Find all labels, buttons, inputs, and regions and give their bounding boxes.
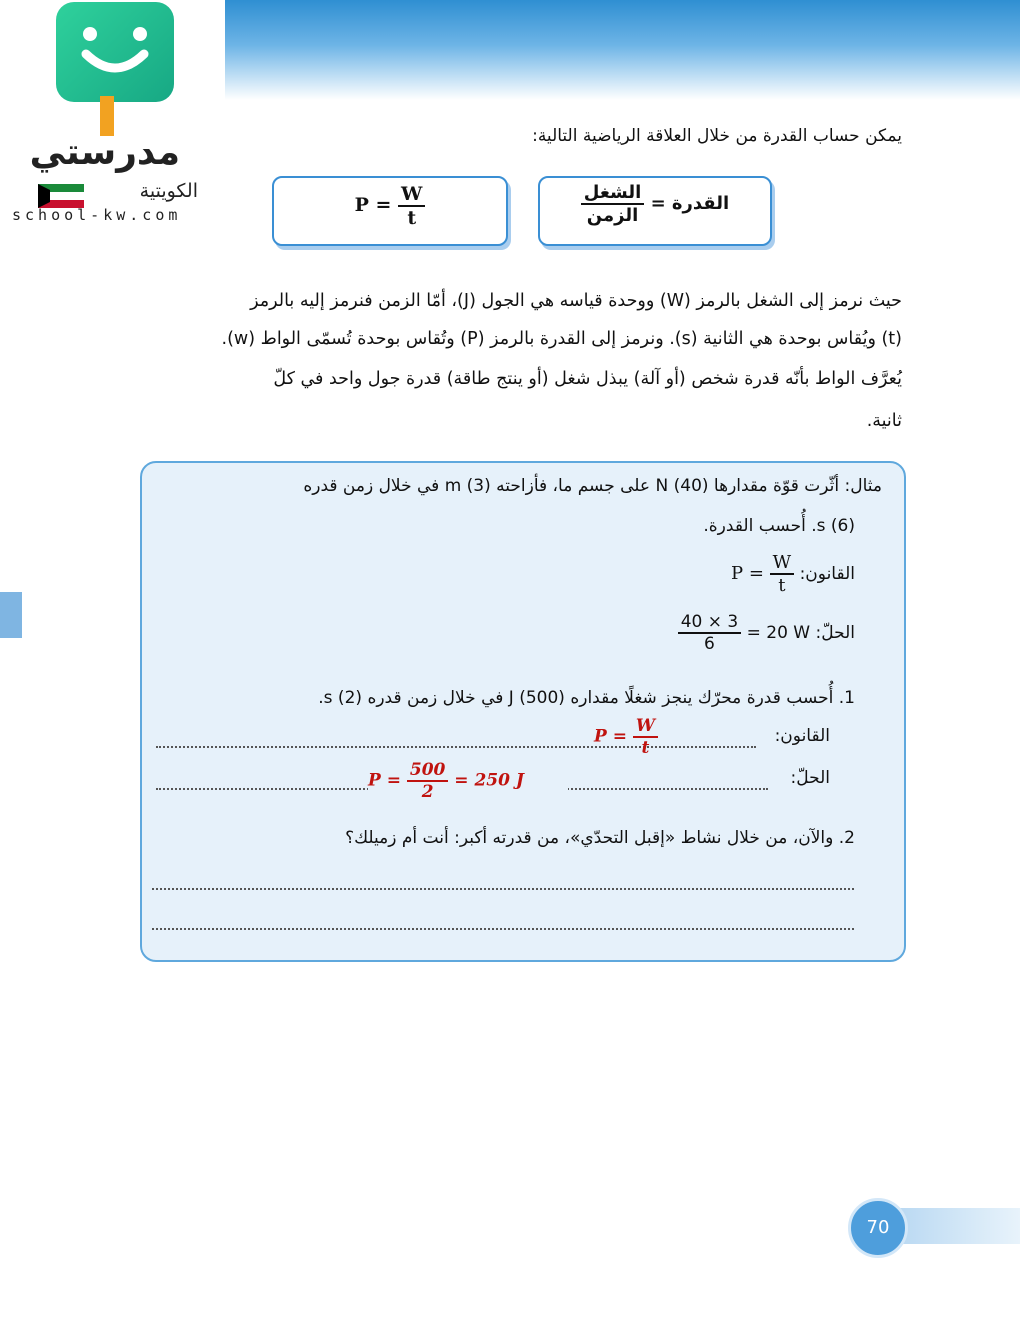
example-line-1: مثال: أثّرت قوّة مقدارها (40) N على جسم ما، فأزاحته (3) m في خلال زمن قدره — [303, 476, 882, 496]
intro-text: يمكن حساب القدرة من خلال العلاقة الرياضية التالية: — [532, 126, 902, 146]
q1-solution-denominator: 2 — [421, 782, 434, 802]
kuwait-flag-icon — [38, 184, 84, 208]
formula-arabic-denominator: الزمن — [586, 205, 639, 226]
formula-symbolic-lhs: P = — [354, 194, 392, 216]
paragraph-line-4: ثانية. — [866, 411, 902, 431]
q1-solution-numerator: 500 — [407, 760, 449, 782]
example-law-row — [555, 552, 855, 604]
q1-law-label: القانون: — [774, 726, 830, 746]
q1-solution-lhs: P = — [368, 770, 401, 791]
example-solution-result: = 20 W — [746, 623, 811, 643]
example-law-denominator: t — [778, 575, 786, 596]
q2-answer-line-2[interactable] — [152, 928, 854, 930]
q1-solution-label: الحلّ: — [790, 768, 830, 788]
q1-solution-result: = 250 J — [454, 770, 524, 791]
question-2: 2. والآن، من خلال نشاط «إقبل التحدّي»، من قدرته أكبر: أنت أم زميلك؟ — [345, 828, 855, 848]
example-line-2: (6) s. أُحسب القدرة. — [703, 516, 855, 536]
header-band — [225, 0, 1020, 100]
paragraph-line-2: (t) ويُقاس بوحدة هي الثانية (s). ونرمز إلى القدرة بالرمز (P) وتُقاس بوحدة تُسمّى الواط (w). — [221, 329, 902, 349]
formula-symbolic-box — [272, 176, 508, 246]
paragraph-line-3: يُعرَّف الواط بأنّه قدرة شخص (أو آلة) يبذل شغل (أو ينتج طاقة) قدرة جول واحد في كلّ — [273, 369, 902, 389]
logo-url: school-kw.com — [12, 206, 182, 224]
example-solution-denominator: 6 — [704, 634, 715, 654]
logo-subtitle: الكويتية — [139, 180, 198, 202]
q1-law-lhs: P = — [594, 726, 627, 747]
q1-law-fraction — [633, 716, 658, 758]
q1-solution-fraction — [407, 760, 449, 802]
formula-arabic-lhs: القدرة = — [650, 193, 730, 214]
formula-arabic-fraction — [581, 182, 644, 226]
example-solution-numerator: 40 × 3 — [678, 612, 742, 634]
logo-icon — [56, 2, 174, 102]
q1-law-denominator: t — [641, 738, 650, 758]
question-1: 1. أُحسب قدرة محرّك ينجز شغلًا مقداره (500) J في خلال زمن قدره (2) s. — [318, 688, 855, 708]
example-law-numerator: W — [770, 552, 795, 575]
example-box — [140, 461, 906, 962]
example-solution-row — [555, 612, 855, 666]
example-solution-label: الحلّ: — [815, 623, 855, 643]
formula-symbolic-numerator: W — [398, 183, 425, 207]
example-law-lhs: P = — [731, 563, 764, 584]
paragraph-line-1: حيث نرمز إلى الشغل بالرمز (W) ووحدة قياسه هي الجول (J)، أمّا الزمن فنرمز إليه بالرمز — [250, 291, 902, 311]
q2-answer-line-1[interactable] — [152, 888, 854, 890]
q1-law-numerator: W — [633, 716, 658, 738]
q1-law-answer — [594, 716, 674, 772]
example-law-label: القانون: — [799, 564, 855, 584]
q1-solution-answer — [368, 760, 568, 816]
example-law-fraction — [770, 552, 795, 596]
logo-name: مدرستي — [29, 132, 180, 173]
example-solution-fraction — [678, 612, 742, 654]
formula-arabic-box — [538, 176, 772, 246]
formula-symbolic-fraction — [398, 183, 425, 229]
formula-symbolic-denominator: t — [407, 207, 417, 229]
side-tab — [0, 592, 22, 638]
formula-arabic-numerator: الشغل — [581, 182, 644, 205]
page-number: 70 — [848, 1198, 908, 1258]
bookmark-icon — [100, 96, 114, 136]
